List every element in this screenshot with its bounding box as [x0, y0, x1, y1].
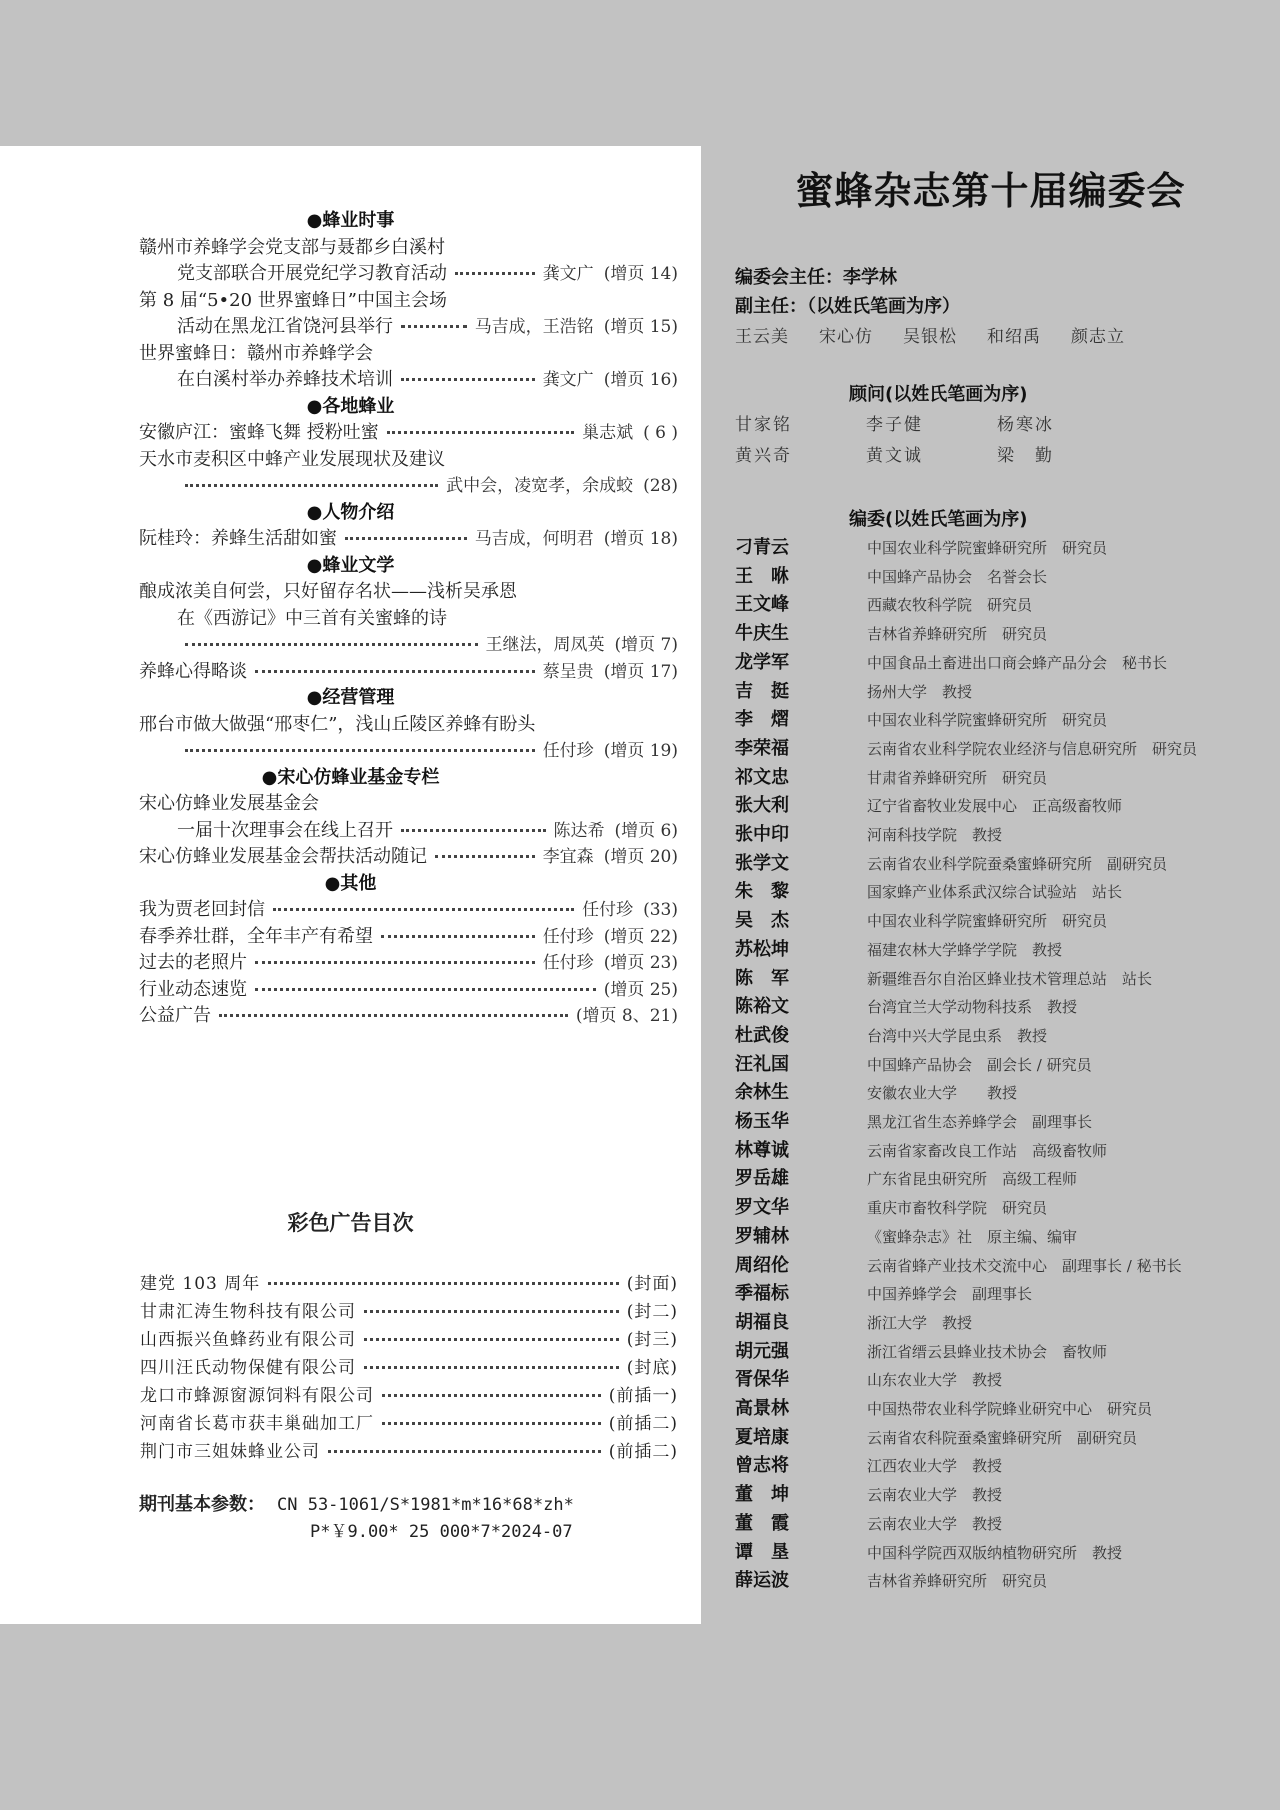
board-member-name: 杨玉华	[735, 1111, 789, 1132]
board-member	[735, 734, 1197, 762]
board-member	[735, 820, 1002, 848]
toc-entry-author: 任付珍	[542, 926, 594, 947]
board-member-affiliation: 黑龙江省生态养蜂学会 副理事长	[867, 1113, 1093, 1131]
toc-entry-title: 我为贾老回封信	[139, 899, 265, 920]
board-member-name: 李 熠	[735, 709, 789, 731]
board-member	[735, 1078, 1017, 1106]
toc-entry[interactable]	[139, 418, 678, 446]
vice-director-name: 颜志立	[1071, 327, 1125, 347]
editorial-board-panel	[701, 146, 1280, 1624]
members-heading-text: 编委(以姓氏笔画为序)	[849, 509, 1028, 530]
advisor-name: 梁 勤	[997, 446, 1054, 466]
ad-entry-location: (前插二)	[608, 1442, 678, 1462]
advisor-name: 杨寒冰	[997, 415, 1054, 435]
board-member-name: 张学文	[735, 852, 789, 874]
board-member	[735, 877, 1122, 905]
board-member-name: 季福标	[735, 1283, 789, 1305]
section-heading-text: ●蜂业文学	[306, 554, 395, 576]
board-member-name: 张中印	[735, 824, 789, 845]
board-member-name: 王 咻	[735, 565, 789, 587]
toc-entry-author: 马吉成，王浩铭	[474, 317, 594, 337]
toc-entry-page: (28)	[643, 476, 678, 496]
board-member	[735, 562, 1047, 590]
board-member	[735, 1279, 1032, 1307]
board-member-name: 吉 挺	[735, 680, 789, 702]
board-member-name: 董 霞	[735, 1512, 789, 1534]
ad-entry[interactable]	[140, 1353, 678, 1378]
board-member	[735, 1365, 1002, 1393]
section-heading-text: ●经营管理	[306, 687, 395, 708]
ads-heading-text: 彩色广告目次	[287, 1211, 414, 1235]
dot-leader	[387, 431, 574, 434]
toc-entry-title: 春季养壮群，全年丰产有希望	[139, 925, 373, 947]
board-member-name: 祁文忠	[735, 766, 789, 788]
board-member-name: 薛运波	[735, 1570, 789, 1592]
board-member-affiliation: 安徽农业大学 教授	[867, 1084, 1018, 1103]
board-member-affiliation: 新疆维吾尔自治区蜂业技术管理总站 站长	[867, 969, 1153, 988]
board-member	[735, 677, 972, 705]
board-member-affiliation: 中国农业科学院蜜蜂研究所 研究员	[867, 539, 1108, 557]
board-member-name: 高景林	[735, 1398, 789, 1419]
board-member	[735, 906, 1107, 934]
board-member-name: 余林生	[735, 1082, 789, 1104]
board-member	[735, 1480, 1002, 1508]
board-member-name: 朱 黎	[735, 881, 789, 903]
toc-entry-title: 宋心仿蜂业发展基金会帮扶活动随记	[139, 846, 427, 867]
toc-entry-title: 一届十次理事会在线上召开	[177, 819, 393, 841]
board-member-name: 汪礼国	[735, 1053, 789, 1075]
dot-leader	[435, 855, 535, 858]
board-member-affiliation: 国家蜂产业体系武汉综合试验站 站长	[867, 883, 1123, 902]
board-member	[735, 791, 1122, 819]
board-member-name: 张大利	[735, 795, 789, 817]
toc-text-line: 邢台市做大做强“邢枣仁”，浅山丘陵区养蜂有盼头	[139, 713, 536, 735]
journal-params	[139, 1490, 574, 1516]
board-member	[735, 1107, 1092, 1135]
toc-entry-page: (增页 16)	[603, 370, 678, 390]
board-member-name: 罗文华	[735, 1197, 789, 1219]
dot-leader	[382, 1422, 601, 1425]
board-member-affiliation: 中国热带农业科学院蜂业研究中心 研究员	[867, 1400, 1153, 1418]
toc-entry-title: 养蜂心得略谈	[139, 660, 247, 682]
toc-entry-title: 过去的老照片	[139, 952, 247, 973]
toc-entry[interactable]	[139, 657, 678, 685]
board-member-affiliation: 扬州大学 教授	[867, 682, 973, 701]
board-member	[735, 1193, 1047, 1221]
dot-leader	[268, 1282, 618, 1285]
toc-entry[interactable]	[177, 312, 678, 340]
toc-entry-author: 龚文广	[542, 264, 594, 284]
toc-entry-author: 武中会，凌宽孝，余成蛟	[446, 476, 634, 496]
board-member	[735, 1021, 1047, 1049]
board-member	[735, 1164, 1077, 1192]
ad-entry[interactable]	[140, 1381, 678, 1406]
toc-entry[interactable]	[177, 471, 678, 499]
board-member-name: 周绍伦	[735, 1254, 789, 1276]
board-member-affiliation: 中国科学院西双版纳植物研究所 教授	[867, 1543, 1123, 1562]
toc-entry-page: (增页 25)	[603, 979, 678, 1000]
vice-director-name: 宋心仿	[819, 327, 873, 347]
dot-leader	[401, 378, 535, 381]
board-member	[735, 533, 1107, 561]
board-member-name: 胡元强	[735, 1340, 789, 1362]
dot-leader	[364, 1366, 619, 1369]
journal-params-line1: CN 53-1061/S*1981*m*16*68*zh*	[277, 1495, 574, 1515]
toc-entry-author: 任付珍	[582, 900, 634, 920]
board-member-affiliation: 河南科技学院 教授	[867, 826, 1003, 844]
toc-text-line: 酿成浓美自何尝，只好留存名状——浅析吴承恩	[139, 581, 517, 602]
ad-entry-location: (封三)	[626, 1330, 678, 1350]
board-member-affiliation: 西藏农牧科学院 研究员	[867, 596, 1033, 615]
toc-entry-author: 李宜森	[542, 847, 594, 867]
toc-entry[interactable]	[139, 524, 678, 552]
advisor-name: 黄文诚	[866, 446, 923, 466]
toc-entry-title: 阮桂玲：养蜂生活甜如蜜	[139, 528, 337, 549]
board-member-affiliation: 云南省农业科学院蚕桑蜜蜂研究所 副研究员	[867, 854, 1168, 873]
toc-text-line: 赣州市养蜂学会党支部与聂都乡白溪村	[139, 236, 445, 258]
board-member-name: 胡福良	[735, 1311, 789, 1333]
ad-entry[interactable]	[140, 1297, 678, 1322]
dot-leader	[364, 1310, 619, 1313]
board-member	[735, 1509, 1002, 1537]
section-heading-text: ●各地蜂业	[306, 395, 395, 417]
section-heading-text: ●宋心仿蜂业基金专栏	[261, 766, 440, 788]
board-member-affiliation: 中国蜂产品协会 名誉会长	[867, 567, 1048, 586]
board-member-affiliation: 中国食品土畜进出口商会蜂产品分会 秘书长	[867, 653, 1168, 672]
toc-entry-author: 任付珍	[542, 953, 594, 973]
ad-entry-name: 山西振兴鱼蜂药业有限公司	[140, 1330, 356, 1350]
section-heading-text: ●人物介绍	[306, 501, 395, 523]
toc-entry-author: 王继法，周凤英	[485, 635, 605, 655]
toc-entry[interactable]	[139, 922, 678, 950]
toc-entry[interactable]	[177, 259, 678, 287]
board-member-name: 罗辅林	[735, 1225, 789, 1247]
dot-leader	[255, 961, 535, 964]
board-member-name: 杜武俊	[735, 1024, 789, 1046]
board-member-name: 苏松坤	[735, 938, 789, 960]
ad-entry-location: (封底)	[626, 1358, 678, 1378]
board-member	[735, 1308, 972, 1336]
board-member-name: 吴 杰	[735, 910, 789, 932]
dot-leader	[185, 484, 438, 487]
toc-entry[interactable]	[139, 842, 678, 870]
toc-entry[interactable]	[177, 736, 678, 764]
toc-entry[interactable]	[139, 948, 678, 976]
advisor-name: 甘家铭	[735, 415, 792, 435]
board-member-name: 王文峰	[735, 594, 789, 616]
advisor-row	[735, 441, 1128, 466]
toc-entry-page: (增页 6)	[614, 820, 678, 841]
dot-leader	[345, 537, 467, 540]
toc-text-line: 天水市麦积区中蜂产业发展现状及建议	[139, 448, 445, 470]
toc-entry-page: (增页 8、21)	[575, 1006, 678, 1026]
board-member-affiliation: 福建农林大学蜂学学院 教授	[867, 940, 1063, 959]
vice-director-label: 副主任：（以姓氏笔画为序）	[735, 296, 960, 317]
board-member	[735, 648, 1167, 676]
toc-entry-author: 蔡呈贵	[542, 661, 594, 682]
board-member-name: 李荣福	[735, 737, 789, 759]
dot-leader	[328, 1450, 601, 1453]
board-member-name: 谭 垦	[735, 1541, 789, 1563]
board-member-affiliation: 浙江省缙云县蜂业技术协会 畜牧师	[867, 1342, 1108, 1361]
board-member	[735, 705, 1107, 733]
dot-leader	[219, 1014, 568, 1017]
toc-entry-title: 公益广告	[139, 1005, 211, 1026]
dot-leader	[255, 988, 596, 991]
vice-director-name: 吴银松	[903, 327, 957, 347]
board-title-text: 蜜蜂杂志第十届编委会	[795, 169, 1186, 213]
board-director: 编委会主任：李学林	[735, 267, 897, 288]
board-member	[735, 1050, 1092, 1078]
board-member-name: 胥保华	[735, 1369, 789, 1391]
board-member-name: 曾志将	[735, 1455, 789, 1477]
dot-leader	[381, 935, 535, 938]
vice-director-name: 王云美	[735, 327, 789, 347]
board-member	[735, 619, 1047, 647]
toc-entry-author: 陈达希	[553, 820, 605, 841]
advisor-name: 李子健	[866, 415, 923, 435]
toc-entry-page: (增页 14)	[603, 264, 678, 284]
board-member	[735, 1566, 1047, 1594]
board-member	[735, 1136, 1107, 1164]
ad-entry-location: (前插一)	[608, 1386, 678, 1406]
journal-params-label: 期刊基本参数：	[139, 1494, 265, 1515]
ad-entry-location: (封二)	[626, 1302, 678, 1322]
ad-entry[interactable]	[140, 1409, 678, 1434]
board-member-affiliation: 江西农业大学 教授	[867, 1457, 1003, 1476]
ad-entry-name: 建党 103 周年	[140, 1274, 261, 1294]
board-member-affiliation: 云南农业大学 教授	[867, 1486, 1003, 1505]
board-member-affiliation: 吉林省养蜂研究所 研究员	[867, 625, 1048, 644]
toc-entry-page: (增页 22)	[603, 926, 678, 947]
board-member	[735, 1251, 1182, 1279]
toc-entry-title: 行业动态速览	[139, 978, 247, 1000]
dot-leader	[401, 325, 467, 328]
board-member	[735, 849, 1167, 877]
journal-params-line2: P*￥9.00* 25 000*7*2024-07	[310, 1522, 573, 1542]
board-member-name: 陈 军	[735, 967, 789, 989]
board-member-name: 林尊诚	[735, 1139, 789, 1161]
dot-leader	[455, 272, 535, 275]
dot-leader	[382, 1394, 601, 1397]
ad-entry-location: (前插二)	[608, 1414, 678, 1434]
advisor-row	[735, 410, 1128, 435]
ad-entry-name: 龙口市蜂源窗源饲料有限公司	[140, 1386, 374, 1406]
board-member-affiliation: 云南省家畜改良工作站 高级畜牧师	[867, 1141, 1108, 1160]
board-member-affiliation: 吉林省养蜂研究所 研究员	[867, 1572, 1048, 1591]
ad-entry-name: 荆门市三姐妹蜂业公司	[140, 1442, 320, 1462]
dot-leader	[273, 908, 574, 911]
board-member-affiliation: 云南农业大学 教授	[867, 1514, 1003, 1533]
toc-entry-page: (增页 15)	[603, 317, 678, 337]
toc-entry-page: ( 6 )	[643, 423, 678, 443]
toc-entry[interactable]	[177, 630, 678, 658]
ad-entry-name: 四川汪氏动物保健有限公司	[140, 1358, 356, 1378]
board-member-affiliation: 辽宁省畜牧业发展中心 正高级畜牧师	[867, 797, 1123, 816]
toc-panel	[0, 146, 701, 1624]
dot-leader	[401, 829, 546, 832]
board-member	[735, 935, 1062, 963]
board-member-name: 牛庆生	[735, 623, 789, 645]
dot-leader	[255, 670, 535, 673]
board-member	[735, 992, 1077, 1020]
board-member-affiliation: 重庆市畜牧科学院 研究员	[867, 1199, 1048, 1218]
board-member-name: 董 坤	[735, 1484, 789, 1506]
board-member-affiliation: 浙江大学 教授	[867, 1313, 973, 1332]
board-member-affiliation: 云南省农业科学院农业经济与信息研究所 研究员	[867, 739, 1198, 758]
toc-entry-author: 巢志斌	[582, 423, 634, 443]
board-member-name: 罗岳雄	[735, 1168, 789, 1190]
board-member-affiliation: 《蜜蜂杂志》社 原主编、编审	[867, 1227, 1078, 1246]
ad-entry-name: 甘肃汇涛生物科技有限公司	[140, 1302, 356, 1322]
toc-entry[interactable]	[139, 1001, 678, 1029]
toc-entry[interactable]	[177, 816, 678, 844]
board-member-name: 夏培康	[735, 1426, 789, 1448]
toc-entry-author: 马吉成，何明君	[474, 529, 594, 549]
section-heading-text: ●蜂业时事	[306, 210, 395, 231]
toc-entry[interactable]	[139, 895, 678, 923]
toc-entry-page: (增页 19)	[603, 741, 678, 761]
board-member-affiliation: 台湾宜兰大学动物科技系 教授	[867, 998, 1078, 1017]
ad-entry-name: 河南省长葛市获丰巢础加工厂	[140, 1414, 374, 1434]
toc-entry-title: 安徽庐江：蜜蜂飞舞 授粉吐蜜	[139, 422, 379, 443]
toc-entry-title: 党支部联合开展党纪学习教育活动	[177, 263, 447, 284]
dot-leader	[185, 643, 478, 646]
advisor-name: 黄兴奇	[735, 446, 792, 466]
board-member-affiliation: 中国农业科学院蜜蜂研究所 研究员	[867, 711, 1108, 730]
board-member-affiliation: 云南省蜂产业技术交流中心 副理事长 / 秘书长	[867, 1256, 1182, 1275]
toc-text-line: 在《西游记》中三首有关蜜蜂的诗	[177, 607, 447, 629]
dot-leader	[364, 1338, 619, 1341]
board-member-affiliation: 中国养蜂学会 副理事长	[867, 1285, 1033, 1304]
board-member-name: 龙学军	[735, 651, 789, 673]
board-member-affiliation: 山东农业大学 教授	[867, 1371, 1003, 1390]
toc-entry[interactable]	[139, 975, 678, 1003]
board-member	[735, 763, 1047, 791]
board-member	[735, 1451, 1002, 1479]
board-member	[735, 1538, 1122, 1566]
toc-entry[interactable]	[177, 365, 678, 393]
board-member-name: 刁青云	[735, 537, 789, 558]
toc-entry-page: (增页 20)	[603, 847, 678, 867]
toc-text-line: 宋心仿蜂业发展基金会	[139, 793, 319, 814]
section-heading-text: ●其他	[324, 872, 377, 894]
toc-text-line: 世界蜜蜂日：赣州市养蜂学会	[139, 342, 373, 364]
advisor-heading-text: 顾问(以姓氏笔画为序)	[849, 384, 1028, 405]
board-member-affiliation: 甘肃省养蜂研究所 研究员	[867, 768, 1048, 787]
board-member-affiliation: 中国蜂产品协会 副会长 / 研究员	[867, 1055, 1092, 1074]
toc-entry-page: (33)	[643, 900, 678, 920]
toc-entry-title: 在白溪村举办养蜂技术培训	[177, 369, 393, 390]
toc-entry-author: 任付珍	[542, 741, 594, 761]
board-member	[735, 964, 1152, 992]
toc-entry-page: (增页 23)	[603, 953, 678, 973]
board-member	[735, 590, 1032, 618]
board-member-name: 陈裕文	[735, 996, 789, 1018]
ad-entry[interactable]	[140, 1269, 678, 1294]
toc-entry-page: (增页 7)	[614, 635, 678, 655]
toc-entry-author: 龚文广	[542, 370, 594, 390]
board-member	[735, 1337, 1107, 1365]
board-member-affiliation: 中国农业科学院蜜蜂研究所 研究员	[867, 912, 1108, 931]
ad-entry-location: (封面)	[626, 1274, 678, 1294]
toc-entry-page: (增页 17)	[603, 661, 678, 682]
board-member-affiliation: 台湾中兴大学昆虫系 教授	[867, 1026, 1048, 1045]
toc-entry-page: (增页 18)	[603, 529, 678, 549]
board-member	[735, 1394, 1152, 1422]
ad-entry[interactable]	[140, 1437, 678, 1462]
board-member	[735, 1222, 1077, 1250]
board-member-affiliation: 广东省昆虫研究所 高级工程师	[867, 1170, 1078, 1189]
vice-director-names	[735, 322, 1155, 347]
toc-text-line: 第 8 届“5•20 世界蜜蜂日”中国主会场	[139, 289, 447, 311]
ad-entry[interactable]	[140, 1325, 678, 1350]
board-member	[735, 1423, 1137, 1451]
board-member-affiliation: 云南省农科院蚕桑蜜蜂研究所 副研究员	[867, 1428, 1138, 1447]
vice-director-name: 和绍禹	[987, 327, 1041, 347]
dot-leader	[185, 749, 535, 752]
toc-entry-title: 活动在黑龙江省饶河县举行	[177, 316, 393, 337]
